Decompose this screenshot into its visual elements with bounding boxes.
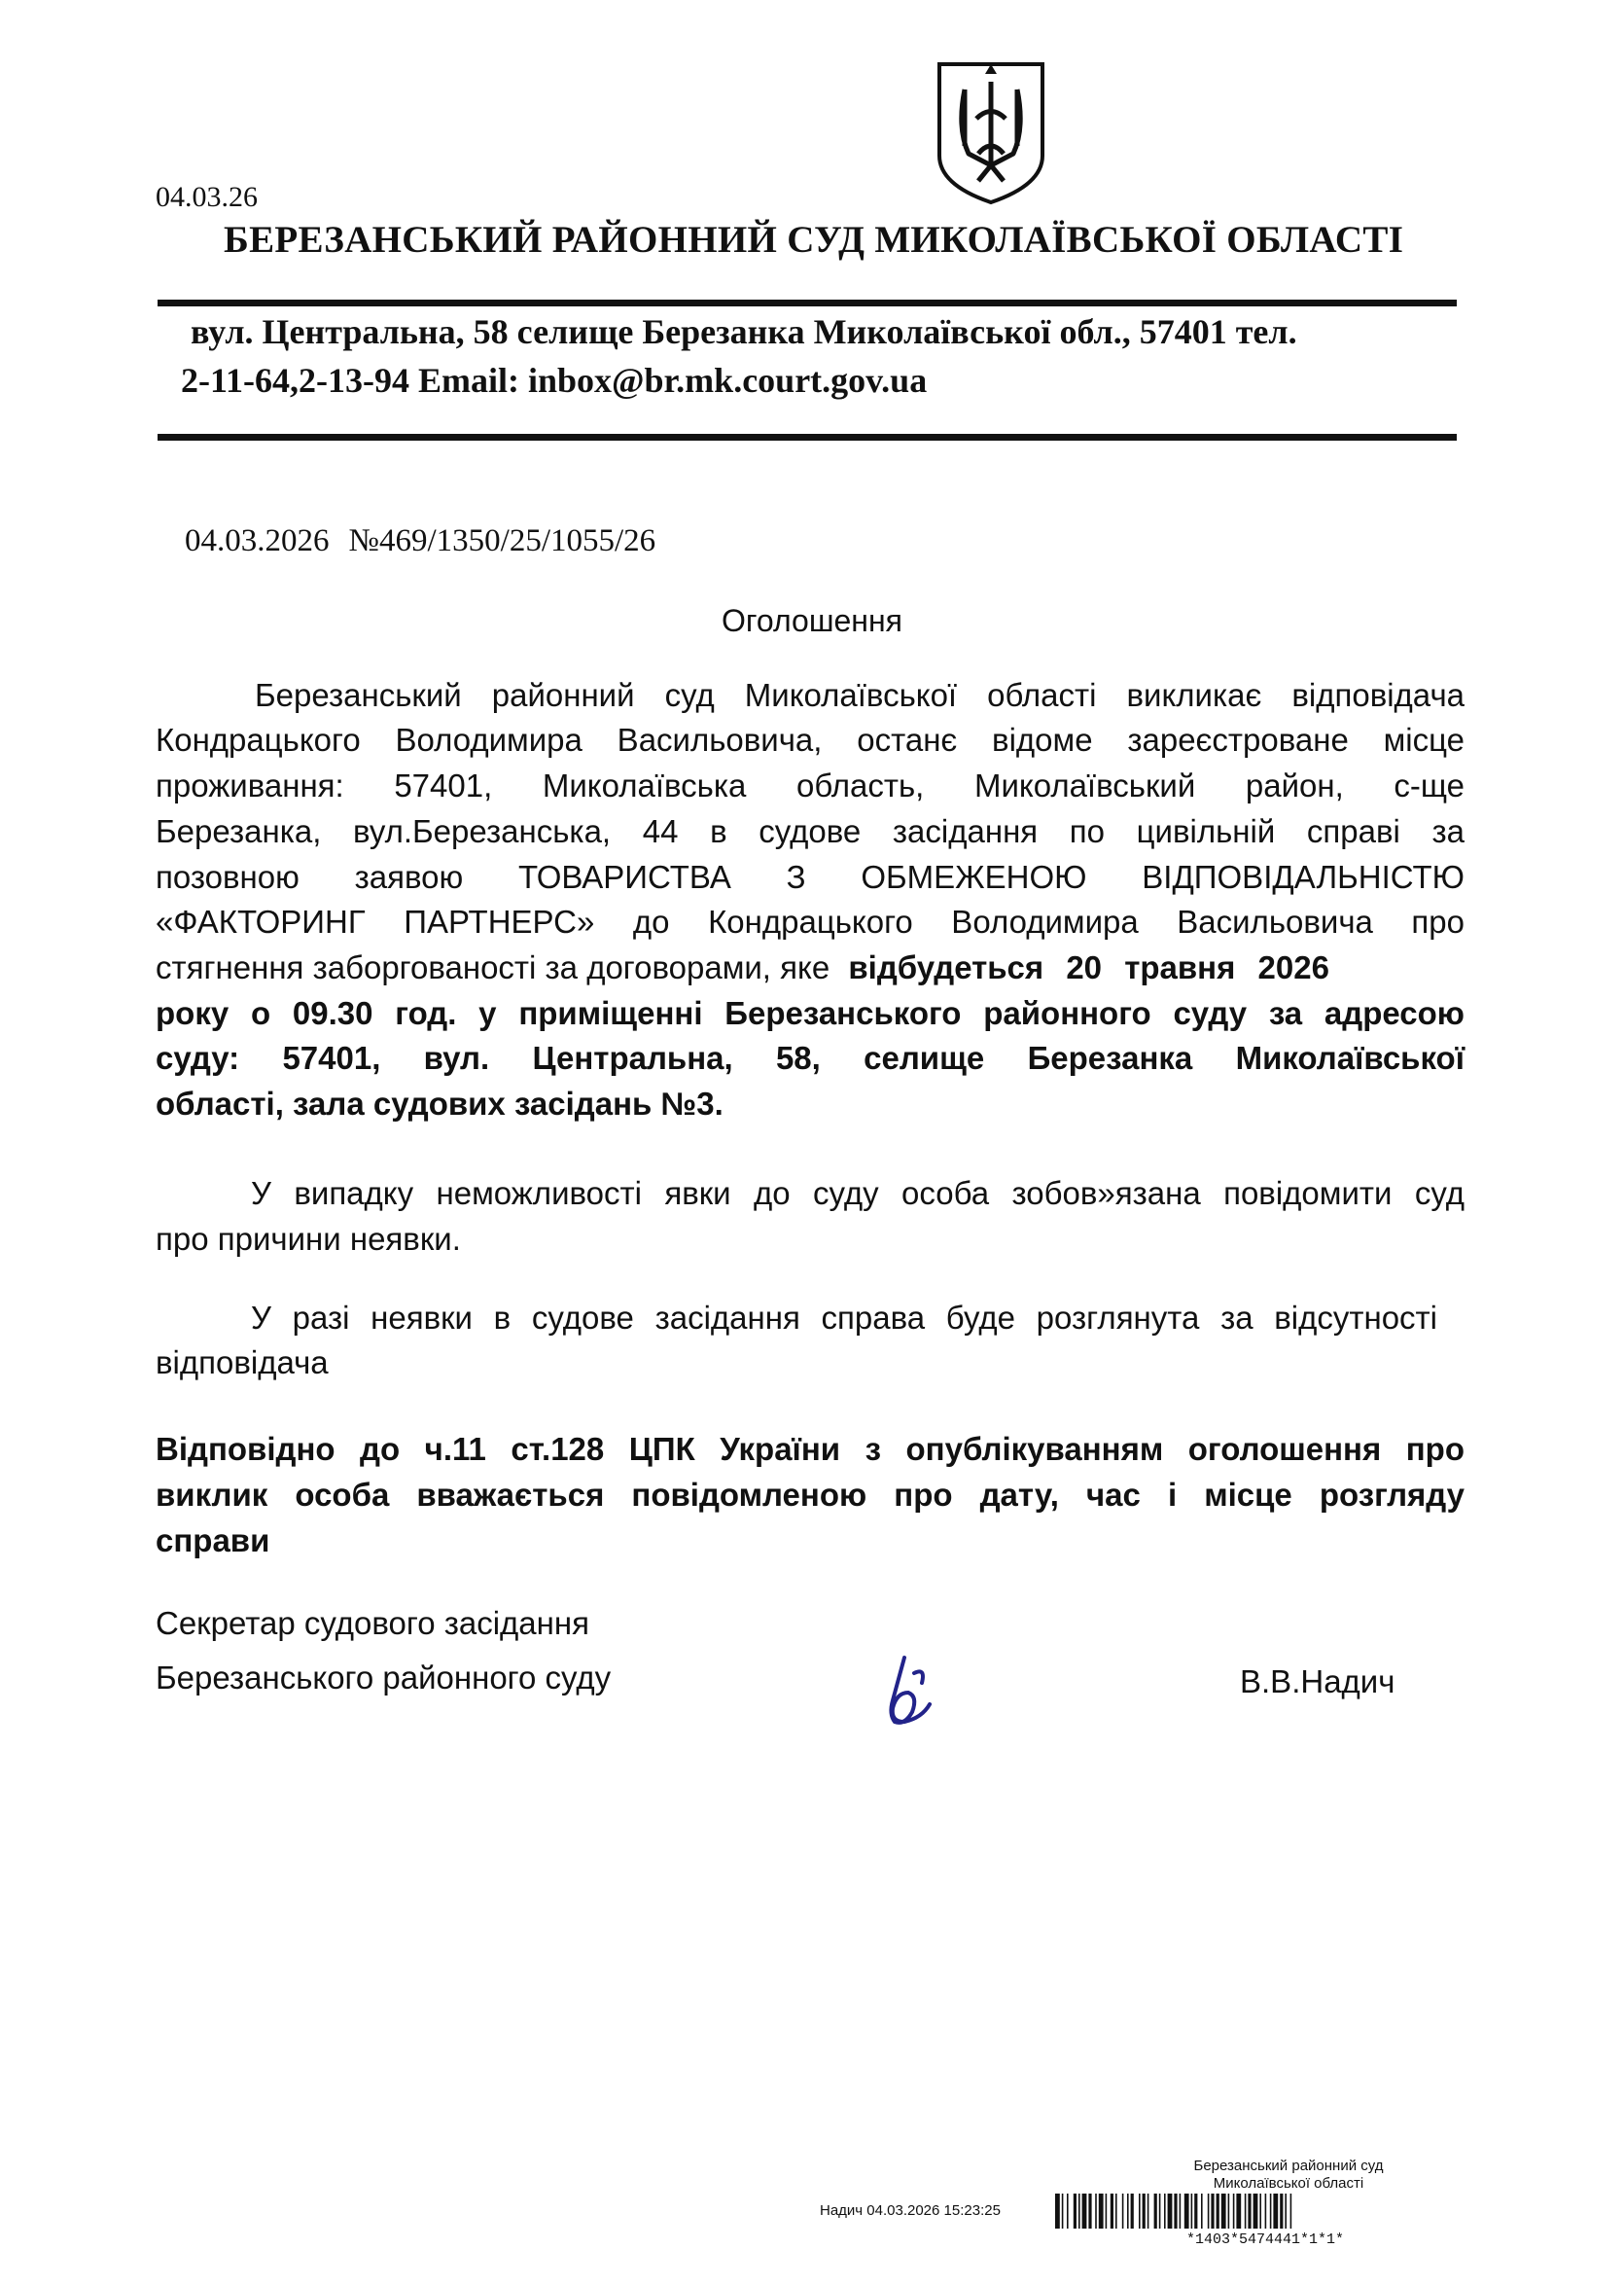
notice-paragraph-line: Відповідно до ч.11 ст.128 ЦПК України з опублікуванням оголошення про [156,1431,1465,1467]
notice-paragraph-line: справи [156,1522,270,1558]
hearing-details-line: суду: 57401, вул. Центральна, 58, селище Березанка Миколаївської [156,1040,1465,1076]
signer-position-line2: Березанського районного суду [156,1660,612,1696]
coat-of-arms-icon [936,60,1046,206]
stamp-court-line2: Миколаївської області [1213,2175,1364,2192]
header-divider-bottom [158,434,1457,441]
hearing-details-line: року о 09.30 год. у приміщенні Березанського районного суду за адресою [156,995,1465,1031]
signer-position-line1: Секретар судового засідання [156,1605,589,1641]
paragraph-1-line: проживання: 57401, Миколаївська область, Миколаївський район, с-ще [156,768,1465,803]
notice-paragraph-line: виклик особа вважається повідомленою про дату, час і місце розгляду [156,1477,1465,1513]
paragraph-3-line: відповідача [156,1344,329,1380]
registration-line [185,523,675,559]
paragraph-1-line: «ФАКТОРИНГ ПАРТНЕРС» до Кондрацького Володимира Васильовича про [156,904,1465,940]
hearing-details-line: області, зала судових засідань №3. [156,1086,724,1122]
barcode-text: *1403*5474441*1*1* [1186,2231,1345,2248]
paragraph-1-line: Березанка, вул.Березанська, 44 в судове засідання по цивільній справі за [156,813,1465,849]
hearing-date: відбудеться 20 травня 2026 [848,949,1329,985]
stamp-meta: Надич 04.03.2026 15:23:25 [820,2202,1001,2219]
announcement-heading: Оголошення [722,603,902,638]
handwritten-signature-icon [875,1654,948,1732]
paragraph-1-text: стягнення заборгованості за договорами, яке [156,949,830,985]
court-address-line2: 2-11-64,2-13-94 Email: inbox@br.mk.court.gov.ua [181,361,928,400]
header-divider-top [158,300,1457,306]
court-name-heading: БЕРЕЗАНСЬКИЙ РАЙОННИЙ СУД МИКОЛАЇВСЬКОЇ ОБЛАСТІ [224,219,1404,261]
document-short-date: 04.03.26 [156,181,258,213]
stamp-court-name [1172,2158,1405,2193]
paragraph-2-line: У випадку неможливості явки до суду особа зобов»язана повідомити суд [251,1175,1465,1211]
signer-name: В.В.Надич [1240,1663,1395,1699]
paragraph-1-line: Кондрацького Володимира Васильовича, останє відоме зареєстроване місце [156,722,1465,758]
paragraph-1-line [156,949,1465,986]
paragraph-2-line: про причини неявки. [156,1221,461,1257]
paragraph-3-line: У разі неявки в судове засідання справа буде розглянута за відсутності [251,1300,1437,1336]
court-address-line1: вул. Центральна, 58 селище Березанка Миколаївської обл., 57401 тел. [191,312,1297,351]
barcode-icon [1055,2194,1534,2229]
registration-date: 04.03.2026 [185,523,330,558]
registration-number: №469/1350/25/1055/26 [348,523,656,558]
stamp-court-line1: Березанський районний суд [1193,2158,1384,2174]
paragraph-1-line: Березанський районний суд Миколаївської області викликає відповідача [255,677,1465,713]
paragraph-1-line: позовною заявою ТОВАРИСТВА З ОБМЕЖЕНОЮ ВІДПОВІДАЛЬНІСТЮ [156,859,1465,895]
